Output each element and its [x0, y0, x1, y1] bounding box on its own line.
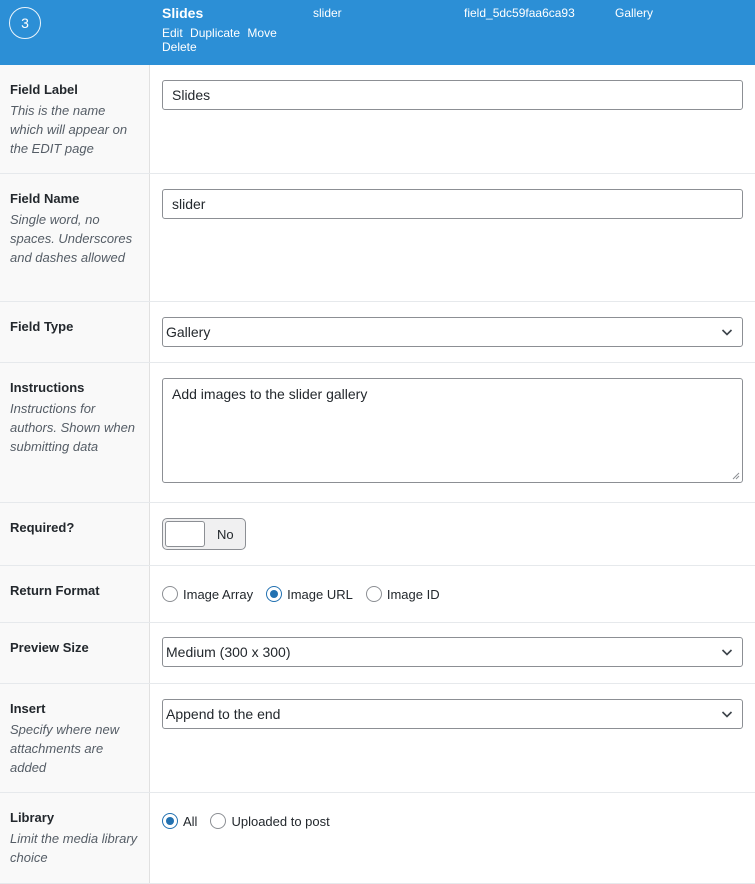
row-label-cell [0, 684, 150, 792]
instructions-value: Add images to the slider gallery [172, 386, 368, 402]
radio-label: All [183, 813, 198, 829]
field-header [0, 0, 755, 65]
field-actions [162, 26, 302, 54]
row-field-label [0, 65, 755, 174]
field-name-heading: Field Name [10, 191, 80, 206]
delete-link[interactable]: Delete [162, 40, 197, 54]
row-instructions [0, 363, 755, 503]
radio-all[interactable] [162, 813, 197, 829]
required-toggle[interactable] [162, 518, 246, 550]
required-heading: Required? [10, 520, 75, 535]
field-label-description: This is the name which will appear on the EDIT page [10, 103, 128, 156]
row-preview-size [0, 623, 755, 684]
radio-image-url[interactable] [266, 586, 353, 602]
field-order-badge[interactable]: 3 [9, 7, 41, 39]
radio-label: Image URL [287, 586, 353, 602]
radio-button[interactable] [210, 813, 226, 829]
library-radios [162, 813, 343, 829]
preview-size-heading: Preview Size [10, 640, 89, 655]
preview-size-select[interactable] [162, 637, 743, 667]
resize-grip-icon[interactable] [732, 472, 740, 480]
radio-label: Image Array [183, 586, 254, 602]
radio-image-id[interactable] [366, 586, 440, 602]
edit-link[interactable]: Edit [162, 26, 183, 40]
row-label-cell [0, 302, 150, 362]
radio-button-checked[interactable] [162, 813, 178, 829]
radio-button[interactable] [162, 586, 178, 602]
insert-heading: Insert [10, 701, 46, 716]
field-type-value: Gallery [166, 324, 211, 340]
radio-button[interactable] [366, 586, 382, 602]
field-name-input[interactable]: slider [162, 189, 743, 219]
field-label-heading: Field Label [10, 82, 78, 97]
row-library [0, 793, 755, 884]
field-name-column: slider [313, 6, 342, 20]
radio-button-checked[interactable] [266, 586, 282, 602]
instructions-heading: Instructions [10, 380, 85, 395]
radio-uploaded-to-post[interactable] [210, 813, 329, 829]
duplicate-link[interactable]: Duplicate [190, 26, 241, 40]
chevron-down-icon [721, 708, 733, 720]
preview-size-value: Medium (300 x 300) [166, 644, 291, 660]
field-label-input[interactable]: Slides [162, 80, 743, 110]
insert-select[interactable] [162, 699, 743, 729]
toggle-slider [165, 521, 205, 547]
chevron-down-icon [721, 646, 733, 658]
insert-value: Append to the end [166, 706, 281, 722]
field-title[interactable]: Slides [162, 5, 204, 21]
row-insert [0, 684, 755, 793]
row-label-cell [0, 503, 150, 565]
row-label-cell [0, 65, 150, 173]
return-format-radios [162, 586, 453, 602]
move-link[interactable]: Move [247, 26, 277, 40]
library-heading: Library [10, 810, 55, 825]
instructions-textarea[interactable] [162, 378, 743, 483]
row-label-cell [0, 174, 150, 301]
chevron-down-icon [721, 326, 733, 338]
row-field-name [0, 174, 755, 302]
radio-label: Uploaded to post [231, 813, 330, 829]
field-type-column: Gallery [615, 6, 654, 20]
row-return-format [0, 566, 755, 623]
field-name-description: Single word, no spaces. Underscores and dashes allowed [10, 212, 133, 265]
radio-image-array[interactable] [162, 586, 253, 602]
return-format-heading: Return Format [10, 583, 100, 598]
row-label-cell [0, 623, 150, 683]
instructions-description: Instructions for authors. Shown when submitting data [10, 401, 136, 454]
radio-label: Image ID [386, 586, 440, 602]
row-required [0, 503, 755, 566]
row-field-type [0, 302, 755, 363]
field-type-heading: Field Type [10, 319, 74, 334]
insert-description: Specify where new attachments are added [10, 722, 120, 775]
row-label-cell [0, 566, 150, 622]
row-label-cell [0, 363, 150, 502]
field-key-column: field_5dc59faa6ca93 [464, 6, 575, 20]
row-label-cell [0, 793, 150, 883]
field-type-select[interactable] [162, 317, 743, 347]
toggle-off-text: No [217, 527, 234, 542]
library-description: Limit the media library choice [10, 831, 138, 865]
